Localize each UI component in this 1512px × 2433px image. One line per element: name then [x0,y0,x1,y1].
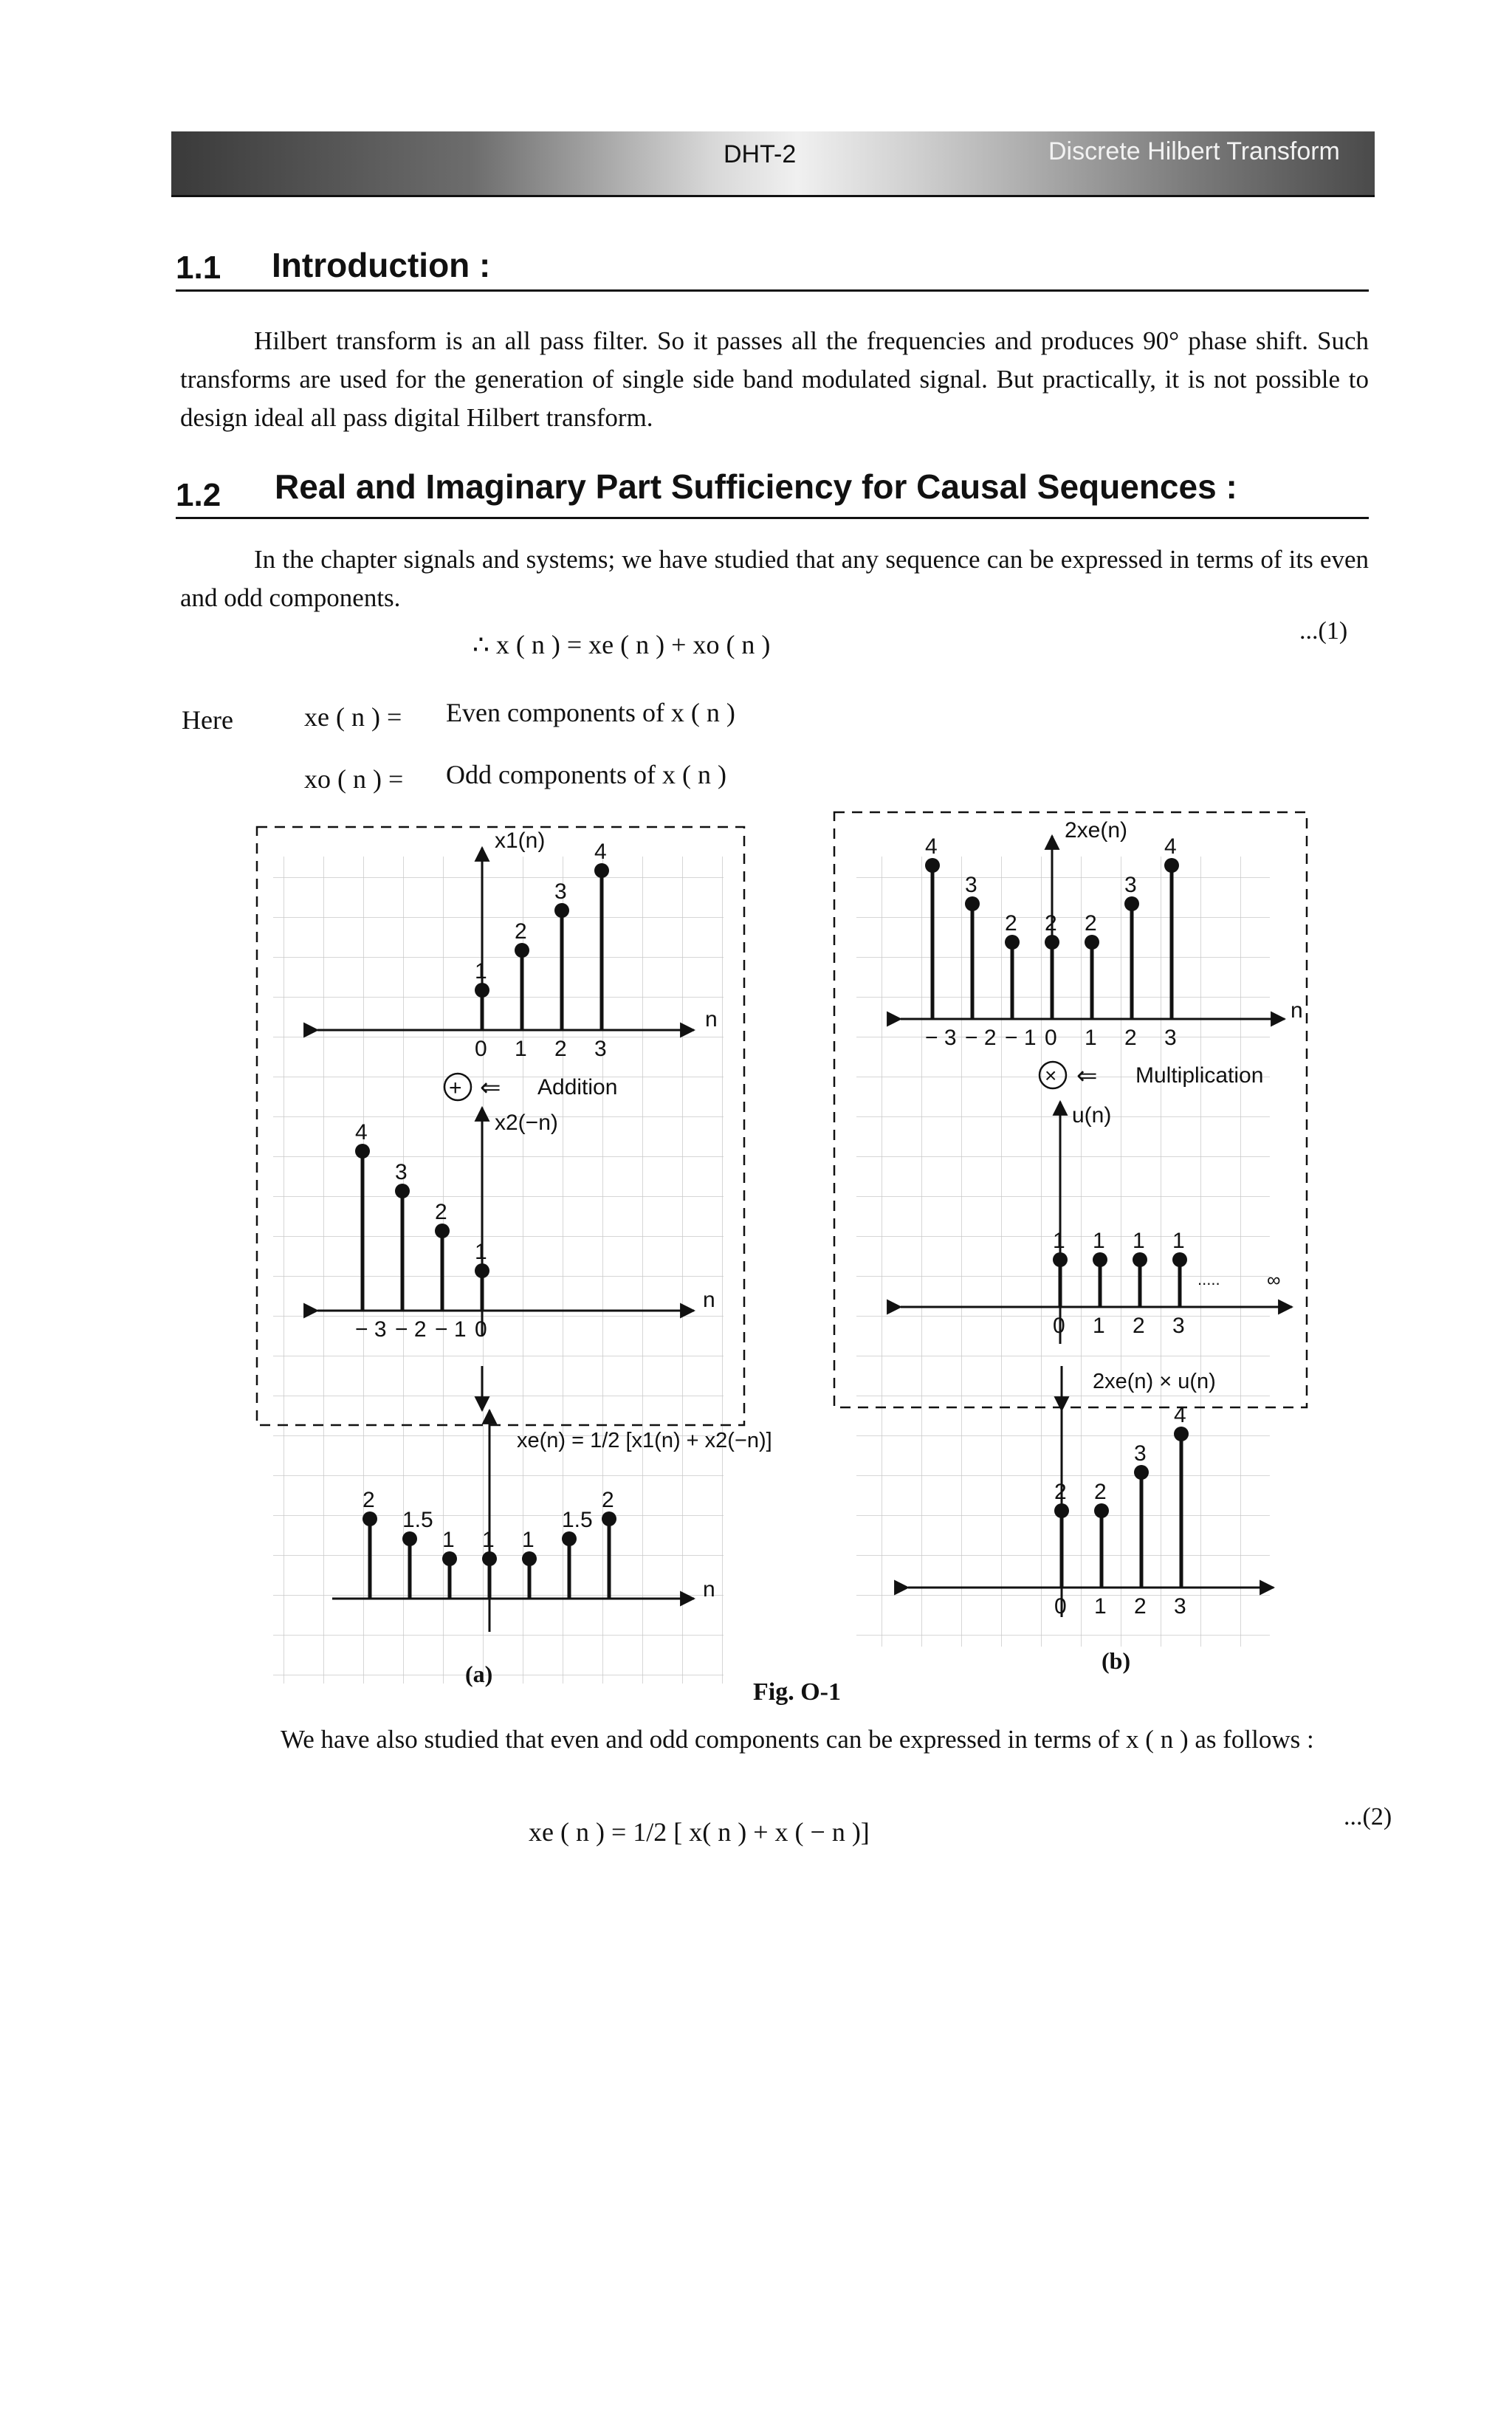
stem-value-label: 4 [594,840,607,864]
multiplication-arrow: ⇐ [1076,1062,1098,1090]
stem-value-label: 2 [1094,1480,1107,1504]
stem-point [482,1551,497,1566]
stem-point [1133,1252,1147,1267]
a-top-n-label: n [705,1007,718,1032]
stem-value-label: 1 [1133,1229,1145,1253]
tick-label: 3 [1172,1314,1185,1338]
stem-point [1085,935,1099,950]
stem-point [594,863,609,878]
running-header-title: Discrete Hilbert Transform [1048,137,1340,165]
stem-point [554,903,569,918]
stem-point [1164,858,1179,873]
a-mid-label: x2(−n) [495,1111,558,1135]
a-top-label: x1(n) [495,828,546,853]
tick-label: 1 [1085,1026,1097,1050]
tick-label: 2 [1133,1314,1145,1338]
stem-point [1005,935,1020,950]
b-bot-label: 2xe(n) × u(n) [1093,1370,1216,1393]
stem-value-label: 1 [482,1528,495,1552]
stem-value-label: 4 [1174,1403,1186,1427]
stem-value-label: 3 [965,873,977,897]
stem-value-label: 1 [1053,1229,1065,1253]
stem-point [475,983,489,998]
tick-label: − 3 [925,1026,957,1050]
tick-label: − 2 [965,1026,997,1050]
stem-point [925,858,940,873]
b-mid-infinity: ∞ [1267,1269,1281,1291]
tick-label: 1 [515,1037,527,1061]
equation-2: xe ( n ) = 1/2 [ x( n ) + x ( − n )] [529,1817,870,1847]
tick-label: 0 [1054,1594,1067,1619]
sufficiency-paragraph: In the chapter signals and systems; we have studied that any sequence can be expressed in terms of its even and odd components. [180,545,1369,612]
tick-label: 0 [475,1317,487,1342]
odd-def-lhs: xo ( n ) = [304,764,404,794]
stem-value-label: 4 [925,834,938,859]
stem-point [1172,1252,1187,1267]
odd-def-rhs: Odd components of x ( n ) [446,760,726,789]
stem-point [362,1511,377,1526]
stem-point [522,1551,537,1566]
stem-point [435,1224,450,1238]
stem-value-label: 2 [435,1200,447,1224]
stem-point [475,1263,489,1278]
tick-label: 3 [594,1037,607,1061]
stem-value-label: 4 [1164,834,1177,859]
stem-value-label: 1 [522,1528,535,1552]
tick-label: 3 [1164,1026,1177,1050]
stem-point [602,1511,616,1526]
times-glyph: × [1045,1064,1057,1087]
a-bot-n-label: n [703,1577,715,1602]
stem-point [1124,896,1139,911]
tick-label: 3 [1174,1594,1186,1619]
stem-value-label: 3 [1124,873,1137,897]
stem-value-label: 3 [1134,1441,1147,1466]
tick-label: 0 [1045,1026,1057,1050]
stem-value-label: 2 [1085,911,1097,936]
stem-point [1053,1252,1068,1267]
b-mid-label: u(n) [1072,1103,1112,1128]
tick-label: 1 [1094,1594,1107,1619]
grid-a [273,857,724,1684]
sub-caption-b: (b) [1102,1647,1131,1674]
stem-value-label: 3 [554,879,567,904]
tick-label: − 2 [395,1317,427,1342]
running-header-page: DHT-2 [724,140,797,168]
stem-value-label: 4 [355,1120,368,1145]
tick-label: − 1 [1005,1026,1037,1050]
addition-label: Addition [537,1075,618,1099]
stem-point [515,943,529,958]
stem-point [1045,935,1059,950]
sub-caption-a: (a) [465,1661,493,1687]
a-mid-n-label: n [703,1288,715,1312]
section-1-2-rule [176,517,1369,519]
equation-2-tag: ...(2) [1344,1803,1392,1830]
stem-point [402,1531,417,1546]
stem-value-label: 2 [1045,911,1057,936]
stem-value-label: 1 [1172,1229,1185,1253]
figure-caption: Fig. O-1 [753,1678,841,1706]
tick-label: 0 [1053,1314,1065,1338]
even-def-lhs: xe ( n ) = [304,702,402,732]
tick-label: 2 [1134,1594,1147,1619]
stem-value-label: 1 [442,1528,455,1552]
tick-label: 0 [475,1037,487,1061]
stem-point [1094,1503,1109,1518]
addition-arrow: ⇐ [480,1074,501,1102]
tick-label: 2 [1124,1026,1137,1050]
tick-label: 1 [1093,1314,1105,1338]
section-1-1-number: 1.1 [176,250,221,286]
stem-point [1174,1427,1189,1441]
b-mid-dots: ..... [1197,1270,1220,1288]
intro-paragraph: Hilbert transform is an all pass filter. So it passes all the frequencies and produces 90° phase shift. Such transforms are used for the generation of single side band modulated signal. But practically, it is not possible to design ideal all pass digital Hilbert transform. [180,326,1369,432]
here-label: Here [182,705,233,735]
a-bot-label: xe(n) = 1/2 [x1(n) + x2(−n)] [517,1429,772,1452]
equation-1-tag: ...(1) [1299,617,1348,645]
stem-value-label: 2 [1054,1480,1067,1504]
stem-value-label: 1 [475,959,487,984]
stem-value-label: 2 [362,1488,375,1512]
equation-1: ∴ x ( n ) = xe ( n ) + xo ( n ) [472,630,771,659]
stem-value-label: 1.5 [402,1508,433,1532]
section-1-2-number: 1.2 [176,477,221,513]
plus-glyph: + [449,1076,462,1100]
stem-value-label: 2 [1005,911,1017,936]
b-top-label: 2xe(n) [1065,818,1128,843]
stem-value-label: 2 [515,919,527,944]
stem-point [355,1144,370,1159]
stem-point [395,1184,410,1198]
figure-o-1 [244,797,1366,1728]
stem-point [965,896,980,911]
stem-point [1134,1465,1149,1480]
tick-label: − 3 [355,1317,387,1342]
tick-label: 2 [554,1037,567,1061]
even-odd-paragraph: We have also studied that even and odd components can be expressed in terms of x ( n ) as follows : [281,1725,1314,1754]
stem-value-label: 1 [1093,1229,1105,1253]
even-def-rhs: Even components of x ( n ) [446,698,735,727]
multiplication-label: Multiplication [1135,1063,1264,1088]
section-1-2-title: Real and Imaginary Part Sufficiency for Causal Sequences : [275,467,1237,506]
stem-value-label: 2 [602,1488,614,1512]
stem-point [442,1551,457,1566]
stem-value-label: 1 [475,1240,487,1264]
stem-point [1054,1503,1069,1518]
stem-value-label: 1.5 [562,1508,593,1532]
tick-label: − 1 [435,1317,467,1342]
section-1-1-title: Introduction : [272,246,491,284]
section-1-1-rule [176,289,1369,292]
b-top-n-label: n [1291,998,1303,1023]
stem-point [1093,1252,1107,1267]
stem-point [562,1531,577,1546]
stem-value-label: 3 [395,1160,408,1184]
